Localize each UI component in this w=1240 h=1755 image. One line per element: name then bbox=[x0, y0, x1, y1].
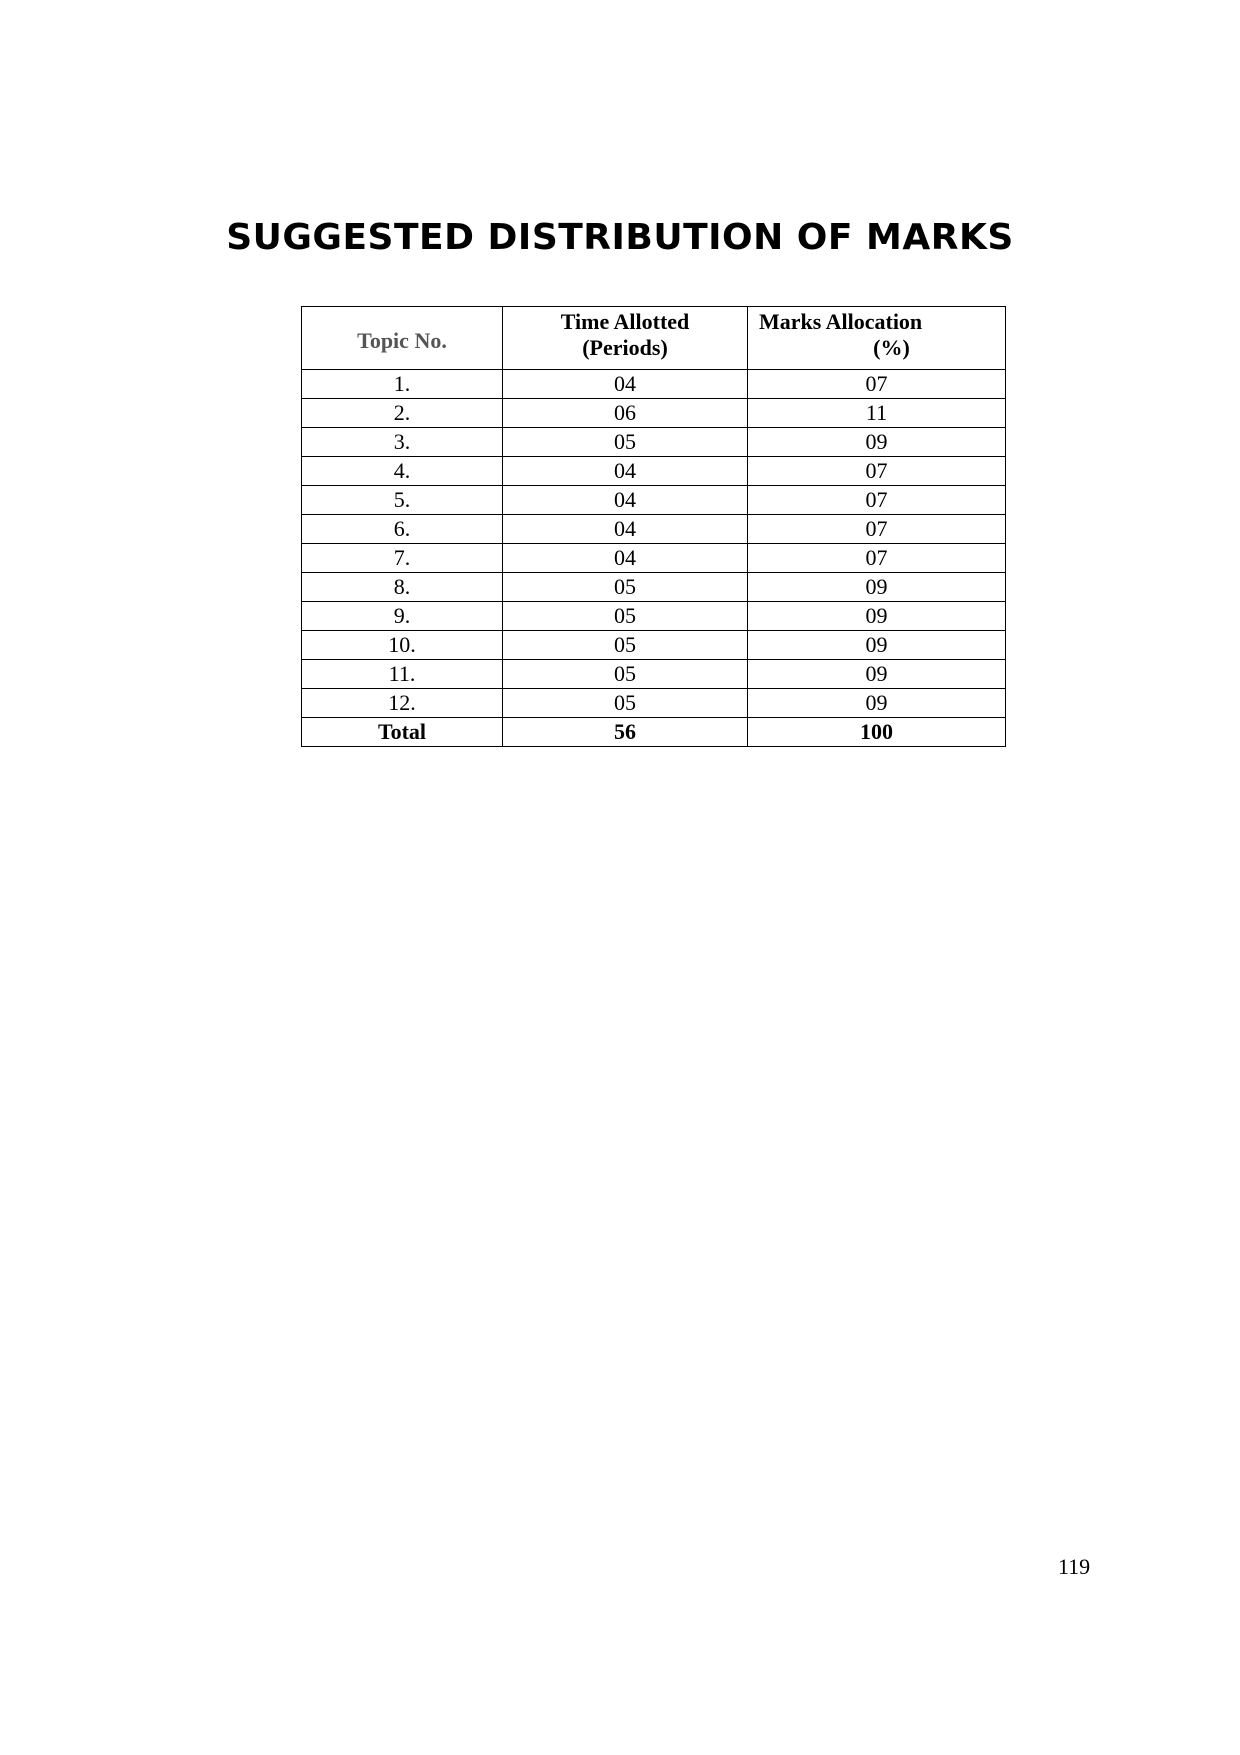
marks-cell: 07 bbox=[748, 515, 1006, 544]
table-header-row bbox=[302, 307, 1006, 370]
marks-cell: 09 bbox=[748, 602, 1006, 631]
marks-cell: 07 bbox=[748, 544, 1006, 573]
time-cell: 04 bbox=[503, 486, 748, 515]
page-number: 119 bbox=[1058, 1554, 1091, 1579]
total-marks: 100 bbox=[748, 718, 1006, 747]
time-cell: 04 bbox=[503, 515, 748, 544]
time-cell: 05 bbox=[503, 602, 748, 631]
topic-cell: 8. bbox=[302, 573, 503, 602]
table-row bbox=[302, 457, 1006, 486]
topic-cell: 11. bbox=[302, 660, 503, 689]
topic-cell: 4. bbox=[302, 457, 503, 486]
table-row bbox=[302, 428, 1006, 457]
marks-cell: 07 bbox=[748, 486, 1006, 515]
time-cell: 05 bbox=[503, 689, 748, 718]
marks-allocation-header bbox=[748, 307, 1006, 370]
table-row bbox=[302, 399, 1006, 428]
topic-cell: 5. bbox=[302, 486, 503, 515]
time-allotted-header-line2: (Periods) bbox=[582, 335, 668, 360]
marks-cell: 09 bbox=[748, 573, 1006, 602]
topic-cell: 12. bbox=[302, 689, 503, 718]
marks-distribution-table bbox=[301, 306, 1006, 747]
time-cell: 05 bbox=[503, 660, 748, 689]
marks-cell: 11 bbox=[748, 399, 1006, 428]
total-label: Total bbox=[302, 718, 503, 747]
topic-cell: 10. bbox=[302, 631, 503, 660]
marks-cell: 07 bbox=[748, 370, 1006, 399]
time-cell: 04 bbox=[503, 544, 748, 573]
time-cell: 06 bbox=[503, 399, 748, 428]
topic-cell: 7. bbox=[302, 544, 503, 573]
topic-cell: 9. bbox=[302, 602, 503, 631]
table-row bbox=[302, 486, 1006, 515]
time-cell: 04 bbox=[503, 457, 748, 486]
table-row bbox=[302, 631, 1006, 660]
topic-cell: 2. bbox=[302, 399, 503, 428]
marks-cell: 09 bbox=[748, 660, 1006, 689]
topic-cell: 6. bbox=[302, 515, 503, 544]
table-row bbox=[302, 660, 1006, 689]
page-title: SUGGESTED DISTRIBUTION OF MARKS bbox=[226, 217, 1014, 258]
total-row bbox=[302, 718, 1006, 747]
marks-cell: 09 bbox=[748, 428, 1006, 457]
table-row bbox=[302, 602, 1006, 631]
total-time: 56 bbox=[503, 718, 748, 747]
table-row bbox=[302, 515, 1006, 544]
time-cell: 05 bbox=[503, 631, 748, 660]
marks-cell: 09 bbox=[748, 689, 1006, 718]
table-row bbox=[302, 370, 1006, 399]
table-row bbox=[302, 544, 1006, 573]
table-row bbox=[302, 689, 1006, 718]
marks-allocation-header-line2: (%) bbox=[873, 335, 910, 360]
marks-allocation-header-line1: Marks Allocation bbox=[759, 309, 923, 334]
time-cell: 05 bbox=[503, 573, 748, 602]
time-cell: 04 bbox=[503, 370, 748, 399]
time-allotted-header bbox=[503, 307, 748, 370]
marks-cell: 07 bbox=[748, 457, 1006, 486]
marks-cell: 09 bbox=[748, 631, 1006, 660]
topic-cell: 1. bbox=[302, 370, 503, 399]
time-cell: 05 bbox=[503, 428, 748, 457]
topic-cell: 3. bbox=[302, 428, 503, 457]
time-allotted-header-line1: Time Allotted bbox=[560, 309, 690, 334]
table-row bbox=[302, 573, 1006, 602]
topic-no-header: Topic No. bbox=[302, 307, 503, 370]
